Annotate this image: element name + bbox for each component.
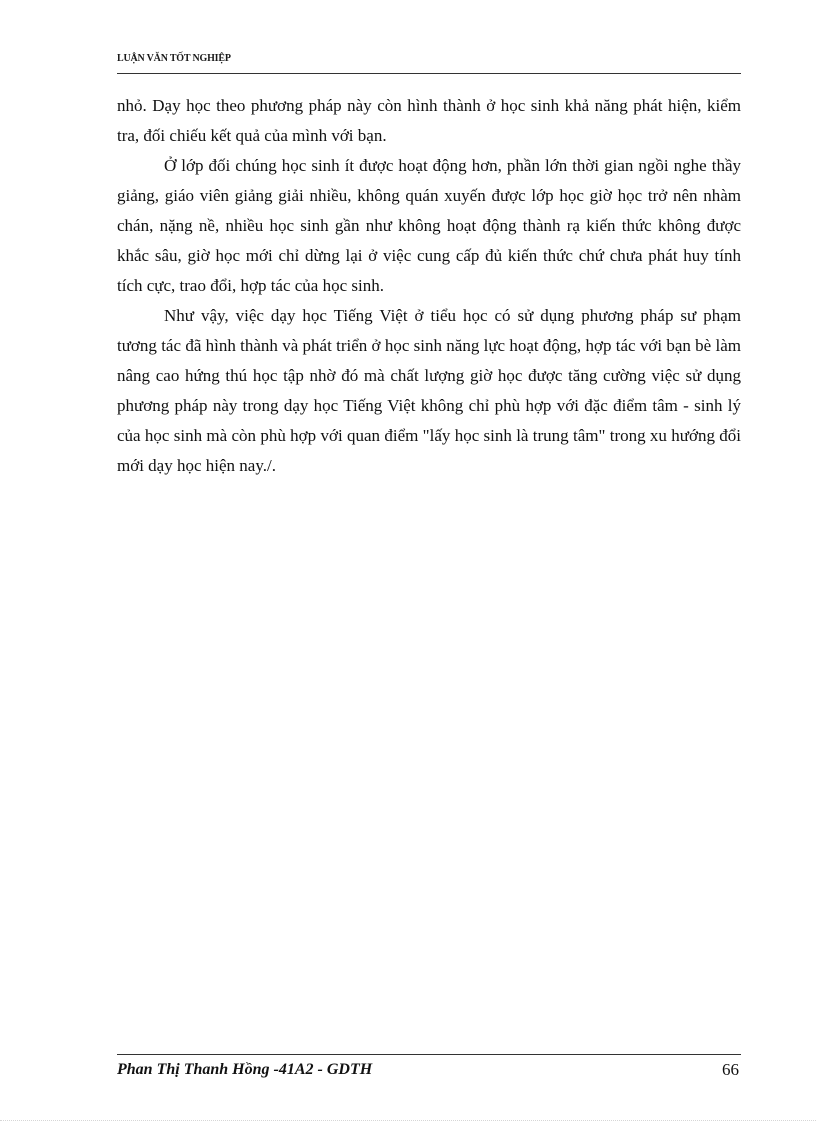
footer-author: Phan Thị Thanh Hồng -41A2 - GDTH <box>117 1061 373 1078</box>
paragraph-3: Như vậy, việc dạy học Tiếng Việt ở tiểu học có sử dụng phương pháp sư phạm tương tác đã hình thành và phát triển ở học sinh năng lực hoạt động, hợp tác với bạn bè làm nâng cao hứng thú học tập nhờ đó mà chất lượng giờ học được tăng cường việc sử dụng phương pháp này trong dạy học Tiếng Việt không chỉ phù hợp với đặc điểm tâm - sinh lý của học sinh mà còn phù hợp với quan điểm "lấy học sinh là trung tâm" trong xu hướng đổi mới dạy học hiện nay./. <box>117 306 741 475</box>
body-text <box>117 91 741 481</box>
paragraph-2: Ở lớp đối chúng học sinh ít được hoạt động hơn, phần lớn thời gian ngồi nghe thầy giảng, giáo viên giảng giải nhiều, không quán xuyến được lớp học giờ học trở nên nhàm chán, nặng nề, nhiều học sinh gần như không hoạt động thành rạ kiến thức không được khắc sâu, giờ học mới chỉ dừng lại ở việc cung cấp đủ kiến thức chứ chưa phát huy tính tích cực, trao đổi, hợp tác của học sinh. <box>117 156 741 295</box>
page-number: 66 <box>722 1060 739 1079</box>
paragraph-1: nhỏ. Dạy học theo phương pháp này còn hình thành ở học sinh khả năng phát hiện, kiểm tra, đối chiếu kết quả của mình với bạn. <box>117 96 741 145</box>
footer-divider <box>117 1054 741 1055</box>
page-edge-divider <box>0 1120 816 1121</box>
header-divider <box>117 73 741 74</box>
header-title: LUẬN VĂN TỐT NGHIỆP <box>117 53 231 64</box>
